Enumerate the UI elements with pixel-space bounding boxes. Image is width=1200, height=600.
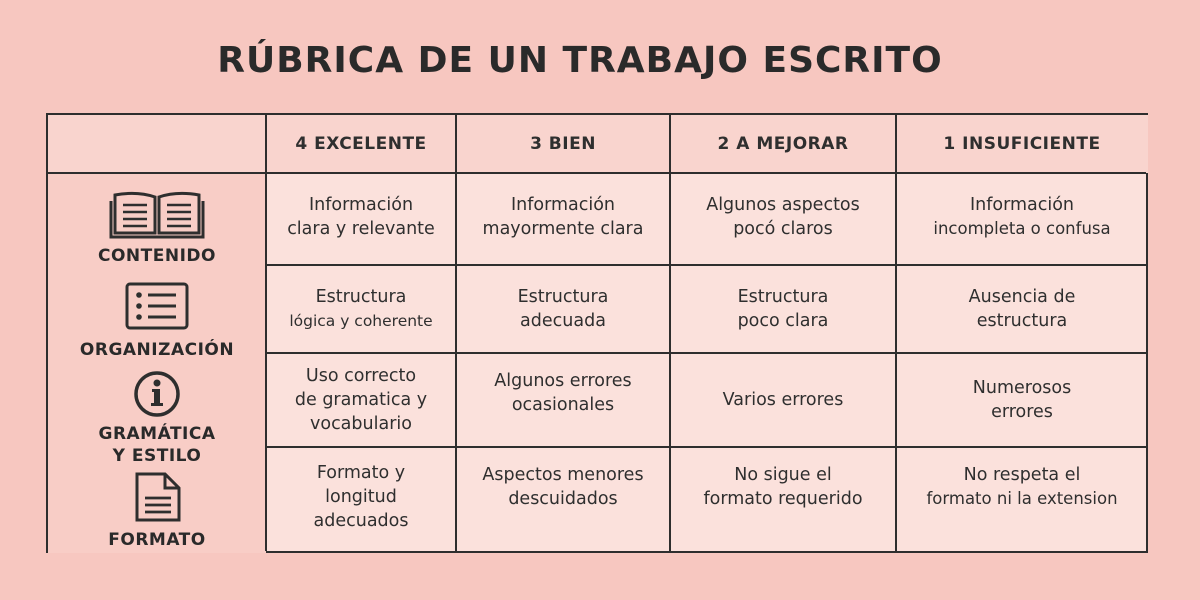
document-icon <box>129 471 185 523</box>
rubric-cell: Ausencia de estructura <box>968 287 1076 331</box>
rubric-cell: Estructura adecuada <box>517 287 609 331</box>
rubric-cell: Varios errores <box>722 390 844 410</box>
rubric-cell: Información mayormente clara <box>482 195 644 239</box>
grid-line <box>265 115 267 551</box>
criterion-label: ORGANIZACIÓN <box>79 340 235 360</box>
rubric-cell: No respeta el formato ni la extension <box>926 465 1118 508</box>
criterion-label: Y ESTILO <box>112 446 202 466</box>
criterion-organizacion <box>48 281 266 361</box>
grid-line <box>669 115 671 551</box>
rubric-cell: Numerosos errores <box>972 378 1072 422</box>
rubric-cell: Algunos aspectos pocó claros <box>706 195 860 239</box>
grid-line <box>895 115 897 551</box>
checklist-icon <box>124 281 190 331</box>
rubric-cell: Información clara y relevante <box>287 195 435 239</box>
grid-line <box>455 115 457 551</box>
open-book-icon <box>109 189 205 239</box>
table-corner <box>48 115 266 173</box>
rubric-cell: No sigue el formato requerido <box>703 465 863 509</box>
rubric-cell: Aspectos menores descuidados <box>482 465 644 509</box>
rubric-cell: Formato y longitud adecuados <box>313 463 409 531</box>
criterion-label: FORMATO <box>108 530 206 550</box>
level-header-4: 4 EXCELENTE <box>266 115 456 173</box>
criterion-contenido <box>48 189 266 267</box>
criterion-formato <box>48 471 266 551</box>
grid-line <box>48 172 1146 174</box>
level-header-1: 1 INSUFICIENTE <box>896 115 1148 173</box>
rubric-cell: Estructura poco clara <box>737 287 829 331</box>
rubric-cell: Estructura lógica y coherente <box>289 287 433 330</box>
grid-line <box>266 446 1146 448</box>
criterion-gramatica <box>48 369 266 467</box>
rubric-cell: Información incompleta o confusa <box>933 195 1111 238</box>
info-icon <box>129 369 185 419</box>
rubric-table <box>46 113 1148 553</box>
level-header-2: 2 A MEJORAR <box>670 115 896 173</box>
rubric-cell: Algunos errores ocasionales <box>494 371 632 415</box>
rubric-cell: Uso correcto de gramatica y vocabulario <box>294 366 428 434</box>
page-title: RÚBRICA DE UN TRABAJO ESCRITO <box>217 40 943 81</box>
level-header-3: 3 BIEN <box>456 115 670 173</box>
grid-line <box>266 264 1146 266</box>
criterion-label: CONTENIDO <box>98 246 216 266</box>
criterion-label: GRAMÁTICA <box>98 424 216 444</box>
grid-line <box>266 352 1146 354</box>
